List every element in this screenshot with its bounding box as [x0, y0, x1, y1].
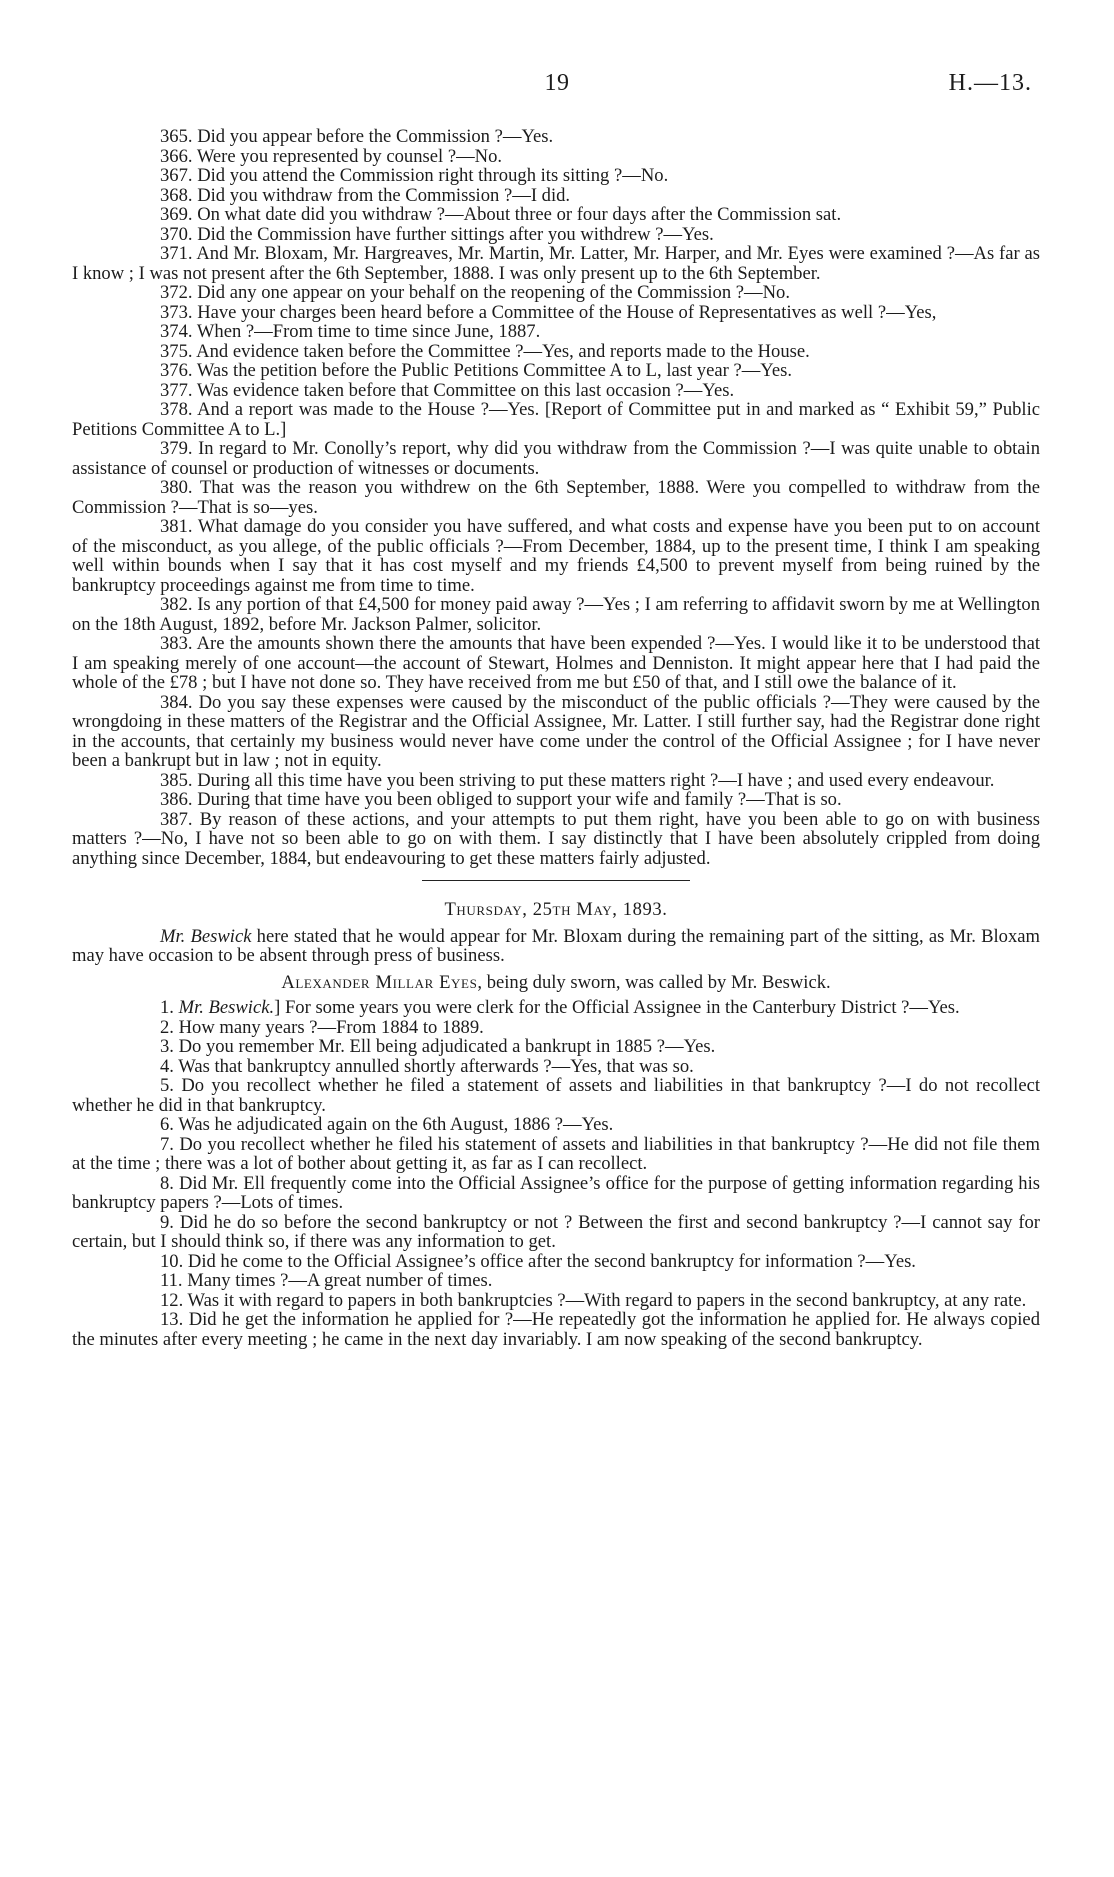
qa-paragraph: 366. Were you represented by counsel ?—No. — [160, 145, 503, 167]
qa-paragraph: 369. On what date did you withdraw ?—About three or four days after the Commission sat. — [160, 204, 842, 225]
testimony-section-2 — [72, 998, 1040, 1349]
qa-paragraph: 376. Was the petition before the Public Petitions Committee A to L, last year ?—Yes. — [160, 360, 792, 381]
qa-paragraph: 11. Many times ?—A great number of times. — [160, 1270, 493, 1291]
qa-paragraph: 10. Did he come to the Official Assignee’s office after the second bankruptcy for information ?—Yes. — [160, 1250, 916, 1272]
page-body — [72, 127, 1040, 1349]
qa-paragraph: 13. Did he get the information he applied for ?—He repeatedly got the information he applied for. He always copied the minutes after every meeting ; he came in the next day invariably. I am now speaking of the second bankruptcy. — [72, 1309, 1040, 1350]
qa-paragraph: 371. And Mr. Bloxam, Mr. Hargreaves, Mr. Martin, Mr. Latter, Mr. Harper, and Mr. Eyes were examined ?—As far as I know ; I was not present after the 6th September, 1888. I was only present up to the 6th September. — [72, 243, 1040, 284]
intro-text: here stated that he would appear for Mr. Bloxam during the remaining part of the sitting, as Mr. Bloxam may have occasion to be absent through press of business. — [72, 925, 1040, 966]
qa-paragraph: 373. Have your charges been heard before a Committee of the House of Representatives as well ?—Yes, — [160, 301, 937, 323]
qa-paragraph: 368. Did you withdraw from the Commission ?—I did. — [160, 184, 571, 206]
qa-paragraph: 5. Do you recollect whether he filed a statement of assets and liabilities in that bankruptcy ?—I do not recollect whether he did in that bankruptcy. — [72, 1075, 1040, 1116]
document-series-number: H.—13. — [948, 70, 1032, 96]
qa-paragraph: 385. During all this time have you been striving to put these matters right ?—I have ; and used every endeavour. — [160, 769, 995, 791]
qa-paragraph: 9. Did he do so before the second bankruptcy or not ? Between the first and second bankruptcy ?—I cannot say for certain, but I should think so, if there was any information to get. — [72, 1211, 1040, 1252]
qa-paragraph: 387. By reason of these actions, and your attempts to put them right, have you been able to go on with business matters ?—No, I have not so been able to go on with them. I say distinctly that I have been absolutely crippled from doing anything since December, 1884, but endeavouring to get these matters fairly adjusted. — [72, 808, 1040, 869]
qa-paragraph: 379. In regard to Mr. Conolly’s report, why did you withdraw from the Commission ?—I was quite unable to obtain assistance of counsel or production of witnesses or documents. — [72, 438, 1040, 479]
qa-paragraph: 374. When ?—From time to time since June, 1887. — [160, 321, 541, 342]
qa-paragraph: 365. Did you appear before the Commission ?—Yes. — [160, 126, 554, 147]
qa-paragraph: 6. Was he adjudicated again on the 6th August, 1886 ?—Yes. — [160, 1114, 614, 1135]
witness-text: , being duly sworn, was called by Mr. Beswick. — [477, 971, 831, 993]
page-number: 19 — [544, 70, 570, 96]
qa-paragraph — [72, 998, 1040, 1018]
examiner-name: Mr. Beswick. — [178, 997, 275, 1018]
qa-paragraph: 372. Did any one appear on your behalf on the reopening of the Commission ?—No. — [160, 282, 790, 303]
qa-text: ] For some years you were clerk for the Official Assignee in the Canterbury District ?—Yes. — [274, 997, 960, 1018]
witness-line — [72, 973, 1040, 993]
section-date-heading: Thursday, 25th May, 1893. — [444, 899, 668, 920]
qa-paragraph: 375. And evidence taken before the Committee ?—Yes, and reports made to the House. — [160, 340, 810, 362]
qa-paragraph: 380. That was the reason you withdrew on the 6th September, 1888. Were you compelled to withdraw from the Commission ?—That is so—yes. — [72, 477, 1040, 518]
qa-paragraph: 386. During that time have you been obliged to support your wife and family ?—That is so. — [160, 789, 842, 810]
page-header — [0, 70, 1114, 102]
qa-paragraph: 383. Are the amounts shown there the amounts that have been expended ?—Yes. I would like it to be understood that I am speaking merely of one account—the account of Stewart, Holmes and Denniston. It might appear here that I had paid the whole of the £78 ; but I have not done so. They have received from me but £50 of that, and I still owe the balance of it. — [72, 633, 1040, 693]
qa-paragraph: 384. Do you say these expenses were caused by the misconduct of the public officials ?—They were caused by the wrongdoing in these matters of the Registrar and the Official Assignee, Mr. Latter. I still further say, had the Registrar done right in the accounts, that certainly my business would never have come under the control of the Official Assignee ; for I have never been a bankrupt but in law ; not in equity. — [72, 691, 1040, 771]
qa-paragraph: 2. How many years ?—From 1884 to 1889. — [160, 1016, 484, 1038]
qa-paragraph: 7. Do you recollect whether he filed his statement of assets and liabilities in that bankruptcy ?—He did not file them at the time ; there was a lot of bother about getting it, as far as I can recollect. — [72, 1133, 1040, 1174]
qa-paragraph: 378. And a report was made to the House ?—Yes. [Report of Committee put in and marked as “ Exhibit 59,” Public Petitions Committee A to L.] — [72, 399, 1040, 440]
qa-number: 1. — [160, 997, 179, 1018]
qa-paragraph: 377. Was evidence taken before that Committee on this last occasion ?—Yes. — [160, 379, 735, 401]
testimony-section-1 — [72, 127, 1040, 868]
intro-speaker-name: Mr. Beswick — [160, 925, 252, 947]
qa-paragraph: 12. Was it with regard to papers in both bankruptcies ?—With regard to papers in the second bankruptcy, at any rate. — [160, 1289, 1027, 1311]
intro-paragraph — [72, 927, 1040, 966]
qa-paragraph: 370. Did the Commission have further sittings after you withdrew ?—Yes. — [160, 223, 714, 245]
section-divider — [422, 880, 690, 881]
qa-paragraph: 381. What damage do you consider you have suffered, and what costs and expense have you been put to on account of the misconduct, as you allege, of the public officials ?—From December, 1884, up to the present time, I think I am speaking well within bounds when I say that it has cost myself and my friends £4,500 to prevent myself from being ruined by the bankruptcy proceedings against me from time to time. — [72, 516, 1040, 596]
qa-paragraph: 4. Was that bankruptcy annulled shortly afterwards ?—Yes, that was so. — [160, 1055, 694, 1077]
witness-name: Alexander Millar Eyes — [281, 971, 478, 993]
qa-paragraph: 3. Do you remember Mr. Ell being adjudicated a bankrupt in 1885 ?—Yes. — [160, 1036, 716, 1057]
qa-paragraph: 382. Is any portion of that £4,500 for money paid away ?—Yes ; I am referring to affidavit sworn by me at Wellington on the 18th August, 1892, before Mr. Jackson Palmer, solicitor. — [72, 594, 1040, 635]
qa-paragraph: 8. Did Mr. Ell frequently come into the Official Assignee’s office for the purpose of getting information regarding his bankruptcy papers ?—Lots of times. — [72, 1172, 1040, 1213]
qa-paragraph: 367. Did you attend the Commission right through its sitting ?—No. — [160, 165, 669, 186]
